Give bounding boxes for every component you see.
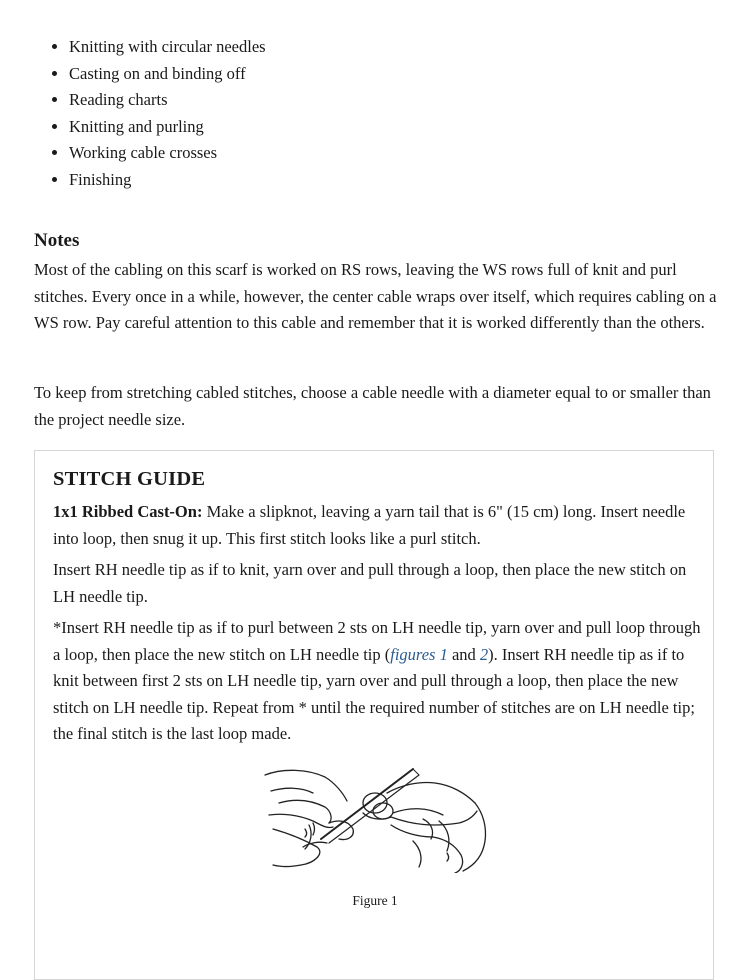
list-item: • Finishing [69,167,266,194]
list-item: • Reading charts [69,87,266,114]
stitch-guide-step-3 [53,615,703,748]
step-3-text-a: *Insert RH needle tip as if to purl between 2 sts on LH needle tip, yarn over and pull loop through a loop, then place the new stitch on LH needle tip ( [53,618,701,664]
list-item: • Knitting with circular needles [69,34,266,61]
list-item: • Knitting and purling [69,114,266,141]
notes-paragraph-1: Most of the cabling on this scarf is worked on RS rows, leaving the WS rows full of knit and purl stitches. Every once in a while, however, the center cable wraps over itself, which requires cabling on a WS row. Pay careful attention to this cable and remember that it is worked differently than the others. [34,260,717,332]
list-item: • Working cable crosses [69,140,266,167]
stitch-guide-title: STITCH GUIDE [53,468,206,490]
notes-paragraph-2: To keep from stretching cabled stitches, choose a cable needle with a diameter equal to or smaller than the project needle size. [34,383,711,429]
figure-2-link[interactable]: 2 [479,644,489,664]
hands-knitting-illustration [263,763,489,873]
stitch-guide-step-1 [53,499,703,552]
notes-heading: Notes [34,230,80,251]
step-3-and: and [447,644,480,664]
skills-list [34,34,266,193]
list-item: • Casting on and binding off [69,61,266,88]
cast-on-term: 1x1 Ribbed Cast-On: [53,502,203,521]
stitch-guide-box [34,450,714,980]
figure-1-link[interactable]: figures 1 [390,644,448,664]
step-1-text: Make a slipknot, leaving a yarn tail that is 6" (15 cm) long. Insert needle into loop, then snug it up. This first stitch looks like a purl stitch. [53,502,686,548]
step-3-text-b: ). Insert RH needle tip as if to knit between first 2 sts on LH needle tip, yarn over and pull through a loop, then place the new stitch on LH needle tip. Repeat from * until the required number of stitches are on LH needle tip; the final stitch is the last loop made. [53,644,695,743]
figure-caption: Figure 1 [352,893,398,908]
stitch-guide-step-2: Insert RH needle tip as if to knit, yarn over and pull through a loop, then place the new stitch on LH needle tip. [53,560,687,606]
